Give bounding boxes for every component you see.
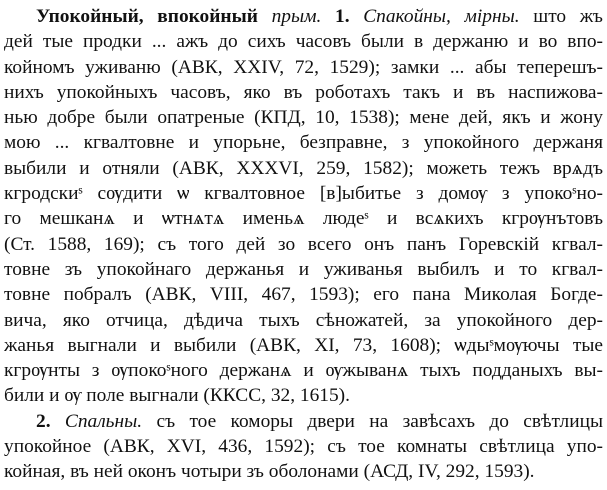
- bold-text: 1.: [335, 6, 350, 27]
- entry-paragraph: [4, 4, 603, 409]
- dictionary-entry: [4, 4, 603, 485]
- text-line: [4, 4, 603, 29]
- text-line: [4, 130, 603, 155]
- italic-text: Спальны.: [64, 410, 143, 432]
- text-line: [4, 333, 603, 358]
- text-line: [4, 282, 603, 307]
- text-line: [4, 383, 603, 408]
- text-segment: койномъ уживаню (АВК, XXIV, 72, 1529); замки ... абы теперешъ-: [4, 56, 603, 78]
- text-line: [4, 358, 603, 383]
- text-segment: товне зъ упокойнаго держанья и уживанья выбилъ и то кгвал-: [4, 258, 603, 280]
- text-segment: жанья выгнали и выбили (АВК, XI, 73, 1608); ѡдыˢмѹючы тые: [4, 334, 603, 356]
- text-segment: койная, въ ней оконъ чотыри зъ оболонами (АСД, IV, 292, 1593).: [4, 461, 535, 483]
- text-segment: нью добре были опатреные (КПД, 10, 1538); мене дей, якъ и жону: [4, 107, 603, 129]
- text-line: [4, 55, 603, 80]
- text-line: [4, 257, 603, 282]
- text-segment: выбили и отняли (АВК, XXXVI, 259, 1582); можеть тежъ врѧдъ: [4, 157, 603, 179]
- bold-text: Упокойный, впокойный: [36, 6, 258, 27]
- text-line: [4, 181, 603, 206]
- text-segment: [350, 6, 364, 27]
- text-segment: [321, 6, 335, 27]
- text-line: [4, 80, 603, 105]
- text-line: [4, 105, 603, 130]
- text-segment: кгродскиˢ сѹдити ѡ кгвалтовное [в]ыбитье з домѹ з упокоˢно-: [4, 183, 603, 205]
- text-line: [4, 459, 603, 484]
- text-segment: нихъ упокойныхъ часовъ, яко въ роботахъ такъ и въ наспижова-: [4, 81, 603, 103]
- text-segment: упокойное (АВК, XVI, 436, 1592); съ тое комнаты свѣтлица упо-: [4, 436, 603, 458]
- italic-text: прым.: [271, 6, 322, 27]
- text-segment: дей тые продки ... ажъ до сихъ часовъ были в держаню и во впо-: [4, 31, 603, 53]
- text-segment: товне побралъ (АВК, VIII, 467, 1593); его пана Миколая Богде-: [4, 284, 603, 306]
- text-line: [4, 409, 603, 434]
- text-line: [4, 156, 603, 181]
- text-segment: кгрѹнты з ѹпокоˢного держанѧ и ѹжыванѧ тыхъ подданыхъ вы-: [4, 360, 603, 382]
- text-segment: били и ѹ поле выгнали (ККСС, 32, 1615).: [4, 385, 350, 407]
- text-segment: съ тое коморы двери на завѣсахъ до свѣтлицы: [142, 410, 603, 432]
- text-segment: (Ст. 1588, 169); съ того дей зо всего онъ панъ Горевскій кгвал-: [4, 233, 603, 255]
- text-line: [4, 232, 603, 257]
- text-line: [4, 308, 603, 333]
- text-line: [4, 434, 603, 459]
- entry-paragraph: [4, 409, 603, 485]
- text-segment: го мешканѧ и ѡтнѧтѧ именьѧ людеˢ и всѧкихъ кгрѹнътовъ: [4, 208, 603, 230]
- text-segment: [258, 6, 272, 27]
- text-segment: мою ... кгвалтовне и упорьне, безправне, з упокойного держаня: [4, 132, 603, 154]
- text-segment: [51, 411, 65, 432]
- italic-text: Спакойны, мірны.: [363, 6, 520, 27]
- text-segment: што жъ: [519, 6, 603, 27]
- text-segment: вича, яко отчица, дѣдича тыхъ сѣножатей, за упокойного дер-: [4, 309, 603, 331]
- text-line: [4, 29, 603, 54]
- bold-text: 2.: [36, 410, 51, 432]
- text-line: [4, 206, 603, 231]
